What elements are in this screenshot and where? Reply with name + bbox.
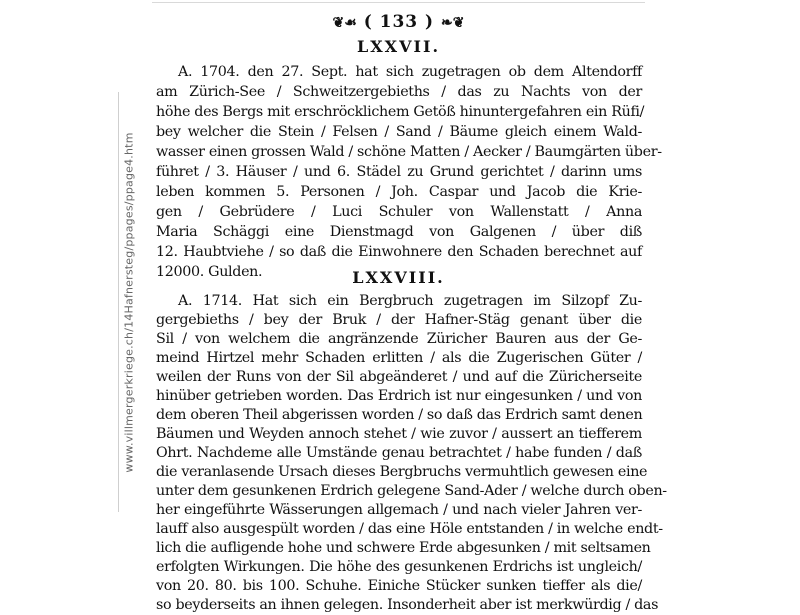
scanned-book-page [152, 6, 667, 613]
paragraph-line: Maria Schäggi eine Dienstmagd von Galgenen / über diß [156, 224, 642, 240]
paragraph-line: unter dem gesunkenen Erdrich gelegene Sand-Ader / welche durch oben- [156, 483, 667, 499]
paragraph-line: A. 1714. Hat sich ein Bergbruch zugetragen im Silzopf Zu- [178, 293, 642, 309]
source-url-sidebar [118, 92, 139, 512]
page-number-header [152, 12, 645, 32]
paragraph-line: hinüber getrieben worden. Das Erdrich ist nur eingesunken / und von [156, 388, 642, 404]
paragraph-line: höhe des Bergs mit erschröcklichem Getöß hinuntergefahren ein Rüfi/ [156, 104, 645, 120]
paragraph-line: 12. Haubtviehe / so daß die Einwohnere den Schaden berechnet auf [156, 244, 642, 260]
paragraph-line: Sil / von welchem die angränzende Züricher Bauren aus der Ge- [156, 331, 642, 347]
paragraph-line: Ohrt. Nachdeme alle Umstände genau betrachtet / habe funden / daß [156, 445, 642, 461]
source-url-text: www.villmergerkriege.ch/14Hafnersteg/ppages/ppage4.htm [122, 131, 136, 473]
section-heading: LXXVIII. [352, 268, 445, 287]
section-paragraph [156, 292, 667, 615]
paragraph-line: lich die aufligende hohe und schwere Erde abgesunken / mit seltsamen [156, 540, 651, 556]
ornament-left-icon: ❦☙ [332, 15, 357, 31]
paragraph-line: her eingeführte Wässerungen allgemach / und nach vieler Jahren ver- [156, 502, 642, 518]
ornament-right-icon: ❧❦ [441, 15, 465, 31]
paragraph-line: lauff also ausgespült worden / das eine Höle entstanden / in welche endt- [156, 521, 663, 537]
paragraph-line: dem oberen Theil abgerissen worden / so daß das Erdrich samt denen [156, 407, 643, 423]
paragraph-line: die veranlasende Ursach dieses Bergbruchs vermuhtlich gewesen eine [156, 464, 648, 480]
paragraph-line: wasser einen grossen Wald / schöne Matten / Aecker / Baumgärten über- [156, 144, 662, 160]
paragraph-line: meind Hirtzel mehr Schaden erlitten / als die Zugerischen Güter / [156, 350, 642, 366]
top-rule [152, 2, 645, 3]
paragraph-line: gen / Gebrüdere / Luci Schuler von Wallenstatt / Anna [156, 204, 642, 220]
paragraph-line: leben kommen 5. Personen / Joh. Caspar und Jacob die Krie- [156, 184, 642, 200]
paragraph-line: A. 1704. den 27. Sept. hat sich zugetragen ob dem Altendorff [178, 64, 642, 80]
paragraph-line: weilen der Runs von der Sil abgeänderet / und auf die Züricherseite [156, 369, 642, 385]
paragraph-line: erfolgten Wirkungen. Die höhe des gesunkenen Erdrichs ist ungleich/ [156, 559, 642, 575]
paragraph-line: gergebieths / bey der Bruk / der Hafner-Stäg genant über die [156, 312, 642, 328]
paragraph-line: bey welcher die Stein / Felsen / Sand / Bäume gleich einem Wald- [156, 124, 642, 140]
paragraph-line: von 20. 80. bis 100. Schuhe. Einiche Stücker sunken tieffer als die/ [156, 578, 642, 594]
page-number: ( 133 ) [363, 12, 435, 32]
paragraph-line: 12000. Gulden. [156, 264, 263, 280]
paragraph-line: so beyderseits an ihnen gelegen. Insonderheit aber ist merkwürdig / das [156, 597, 659, 613]
paragraph-line: am Zürich-See / Schweitzergebieths / das zu Nachts von der [156, 84, 642, 100]
paragraph-line: führet / 3. Häuser / und 6. Städel zu Grund gerichtet / darinn ums [156, 164, 642, 180]
section-paragraph [156, 62, 662, 282]
section-heading: LXXVII. [356, 37, 441, 56]
paragraph-line: Bäumen und Weyden annoch stehet / wie zuvor / aussert an tiefferem [156, 426, 642, 442]
